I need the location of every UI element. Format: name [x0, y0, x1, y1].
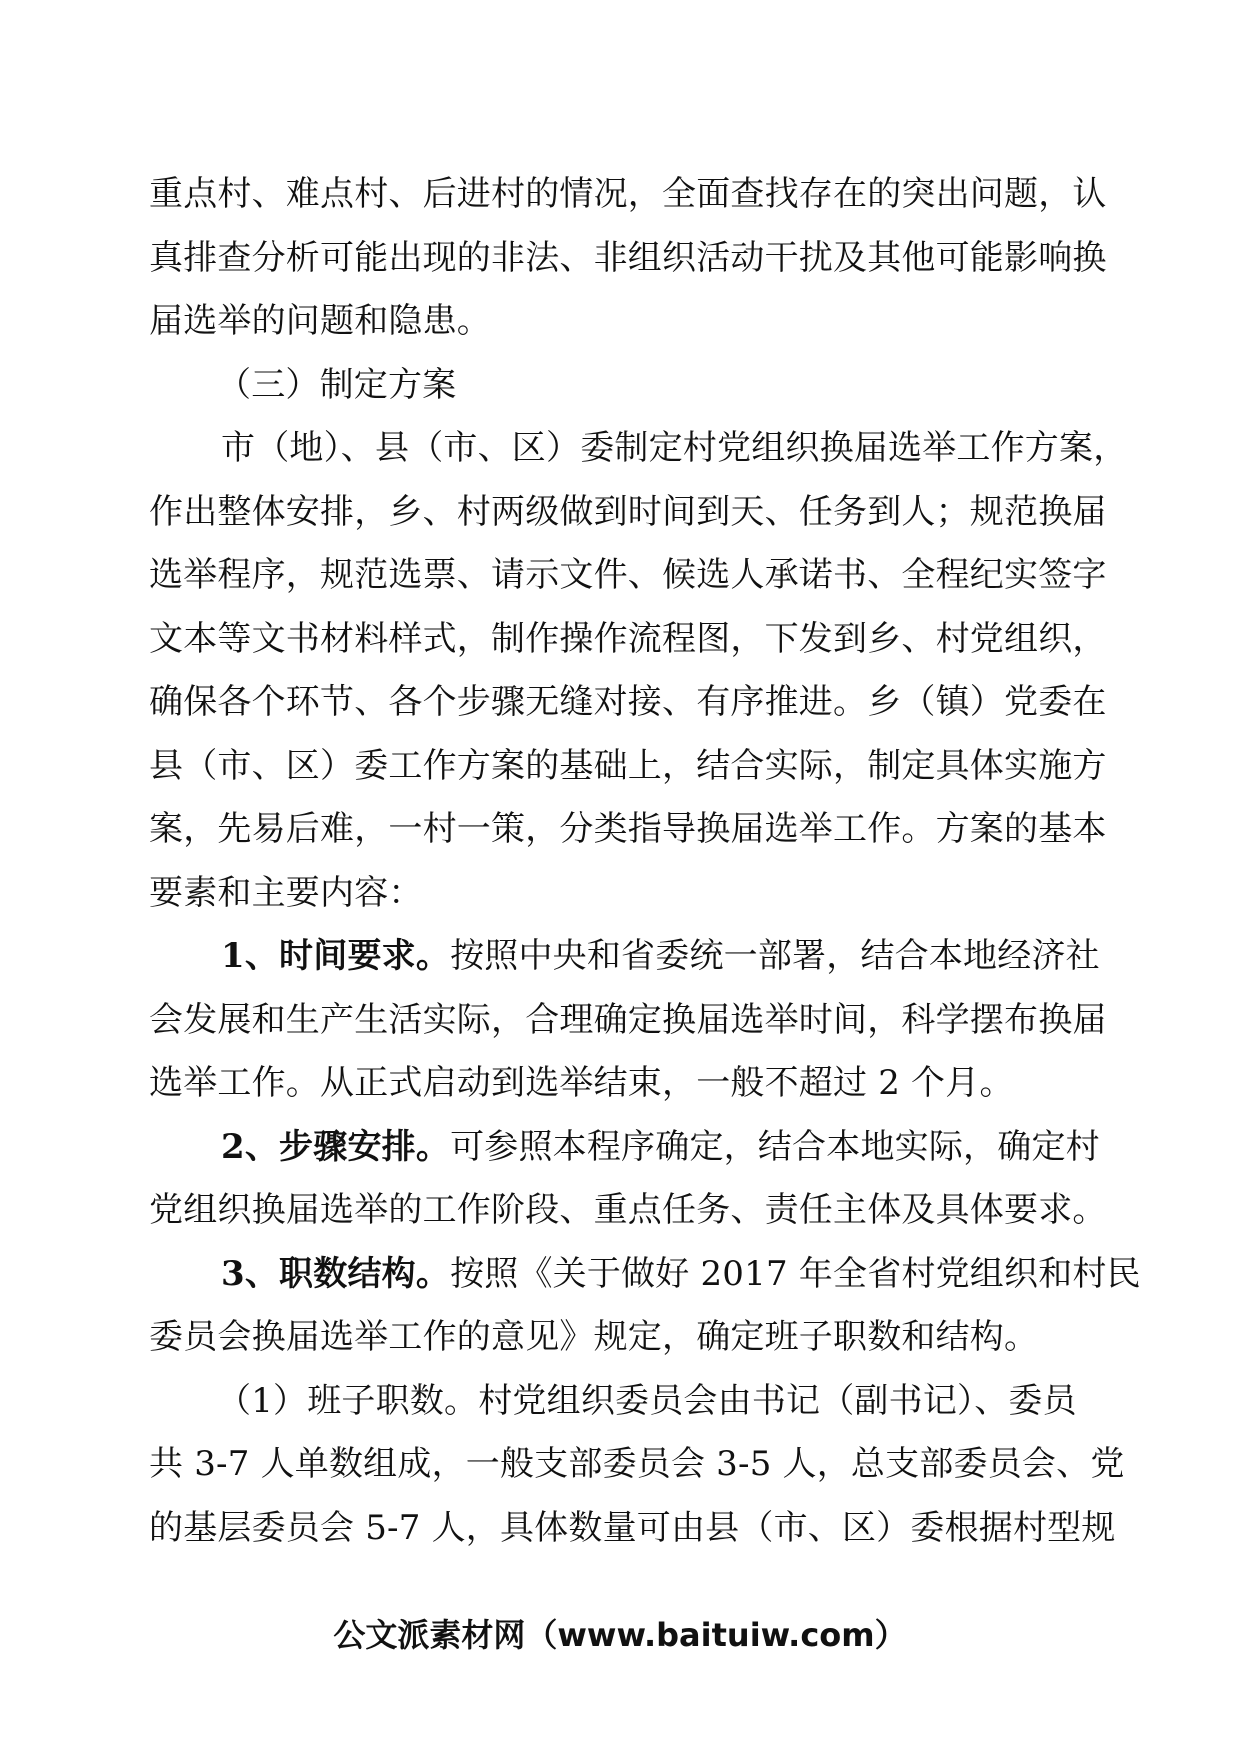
- text-line: 案，先易后难，一村一策，分类指导换届选举工作。方案的基本: [149, 809, 1107, 849]
- document-body: [149, 163, 1141, 1560]
- text-line: 届选举的问题和隐患。: [149, 301, 491, 341]
- text-line: 的基层委员会 5-7 人，具体数量可由县（市、区）委根据村型规: [149, 1507, 1116, 1548]
- text-line: 选举工作。从正式启动到选举结束，一般不超过 2 个月。: [149, 1063, 1014, 1103]
- item-text: 按照《关于做好 2017 年全省村党组织和村民: [450, 1253, 1141, 1294]
- text-line: 真排查分析可能出现的非法、非组织活动干扰及其他可能影响换: [149, 237, 1107, 278]
- text-line: 会发展和生产生活实际，合理确定换届选举时间，科学摆布换届: [149, 999, 1107, 1040]
- item-heading: 3、职数结构。: [221, 1253, 451, 1294]
- text-line: [149, 1243, 1141, 1307]
- text-line: 文本等文书材料样式，制作操作流程图，下发到乡、村党组织，: [149, 618, 1107, 659]
- text-line: 重点村、难点村、后进村的情况，全面查找存在的突出问题，认: [149, 174, 1107, 214]
- text-line: [149, 925, 1100, 989]
- item-text: 可参照本程序确定，结合本地实际，确定村: [450, 1126, 1100, 1167]
- section-heading: （三）制定方案: [217, 364, 457, 405]
- text-line: 作出整体安排，乡、村两级做到时间到天、任务到人；规范换届: [149, 491, 1107, 532]
- text-line: 委员会换届选举工作的意见》规定，确定班子职数和结构。: [149, 1317, 1039, 1357]
- page-footer: 公文派素材网（www.baituiw.com）: [333, 1616, 907, 1654]
- text-line: 要素和主要内容：: [149, 872, 423, 913]
- text-line: 选举程序，规范选票、请示文件、候选人承诺书、全程纪实签字: [149, 555, 1107, 595]
- text-line: 市（地）、县（市、区）委制定村党组织换届选举工作方案，: [221, 428, 1128, 468]
- item-text: 按照中央和省委统一部署，结合本地经济社: [450, 936, 1100, 976]
- text-line: 县（市、区）委工作方案的基础上，结合实际，制定具体实施方: [149, 745, 1107, 786]
- item-heading: 1、时间要求。: [221, 936, 451, 976]
- item-heading: 2、步骤安排。: [221, 1126, 451, 1167]
- text-line: （1）班子职数。村党组织委员会由书记（副书记）、委员: [217, 1380, 1077, 1421]
- text-line: 共 3-7 人单数组成，一般支部委员会 3-5 人，总支部委员会、党: [149, 1444, 1125, 1484]
- text-line: 确保各个环节、各个步骤无缝对接、有序推进。乡（镇）党委在: [149, 682, 1107, 722]
- text-line: [149, 1116, 1100, 1180]
- text-line: 党组织换届选举的工作阶段、重点任务、责任主体及具体要求。: [149, 1190, 1107, 1230]
